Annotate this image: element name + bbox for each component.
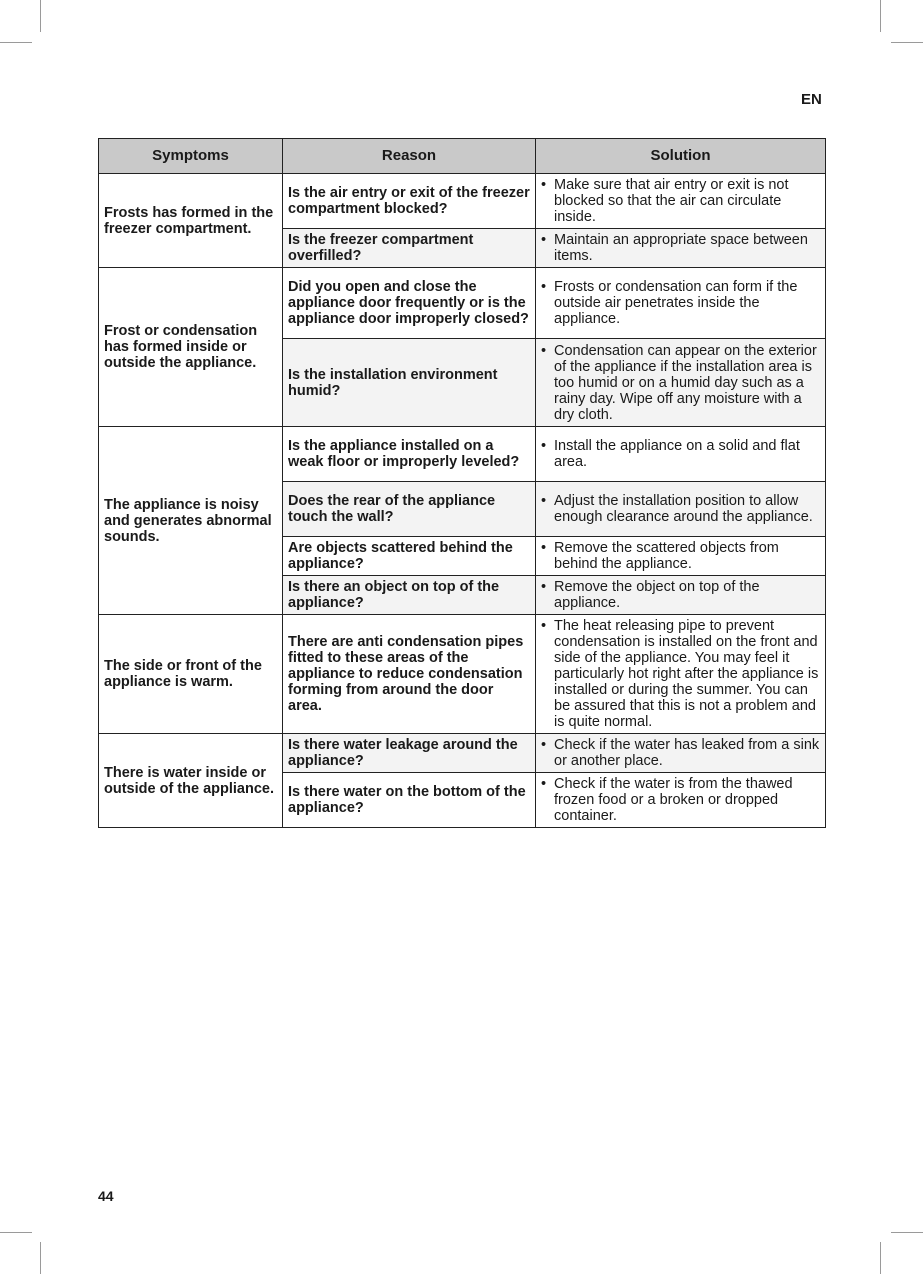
- solution-text: Remove the object on top of the appliance.: [554, 579, 760, 611]
- solution-cell: [536, 427, 826, 482]
- solution-text: The heat releasing pipe to prevent condensation is installed on the front and side of the appliance. You may feel it particularly hot right after the appliance is installed or during the summer. You can be assured that this is not a problem and is quite normal.: [554, 618, 819, 730]
- reason-cell: Is the freezer compartment overfilled?: [283, 229, 536, 268]
- reason-cell: There are anti condensation pipes fitted to these areas of the appliance to reduce condensation forming from around the door area.: [283, 615, 536, 734]
- table-row: [99, 615, 826, 734]
- reason-cell: Does the rear of the appliance touch the wall?: [283, 482, 536, 537]
- solution-text: Condensation can appear on the exterior of the appliance if the installation area is too humid or on a humid day such as a rainy day. Wipe off any moisture with a dry cloth.: [554, 342, 817, 423]
- bullet-icon: •: [541, 438, 547, 454]
- crop-mark: [40, 0, 41, 32]
- reason-cell: Is there an object on top of the appliance?: [283, 576, 536, 615]
- bullet-icon: •: [541, 579, 547, 595]
- solution-cell: [536, 615, 826, 734]
- troubleshooting-table: [98, 138, 826, 828]
- bullet-icon: •: [541, 342, 547, 359]
- solution-text: Maintain an appropriate space between items.: [554, 232, 808, 264]
- solution-cell: [536, 734, 826, 773]
- language-label: EN: [801, 91, 822, 108]
- reason-cell: Are objects scattered behind the appliance?: [283, 537, 536, 576]
- symptom-cell: Frosts has formed in the freezer compartment.: [99, 174, 283, 268]
- solution-cell: [536, 174, 826, 229]
- bullet-icon: •: [541, 493, 547, 509]
- column-header-solution: Solution: [536, 139, 826, 174]
- table-row: [99, 427, 826, 482]
- solution-cell: [536, 339, 826, 427]
- column-header-reason: Reason: [283, 139, 536, 174]
- reason-cell: Is the installation environment humid?: [283, 339, 536, 427]
- symptom-cell: There is water inside or outside of the appliance.: [99, 734, 283, 828]
- solution-text: Remove the scattered objects from behind the appliance.: [554, 540, 779, 572]
- table-header-row: [99, 139, 826, 174]
- crop-mark: [891, 42, 923, 43]
- column-header-symptoms: Symptoms: [99, 139, 283, 174]
- solution-text: Install the appliance on a solid and flat area.: [554, 438, 800, 470]
- crop-mark: [0, 1232, 32, 1233]
- crop-mark: [880, 1242, 881, 1274]
- crop-mark: [880, 0, 881, 32]
- bullet-icon: •: [541, 618, 547, 634]
- table-row: [99, 734, 826, 773]
- bullet-icon: •: [541, 279, 547, 295]
- reason-cell: Did you open and close the appliance door frequently or is the appliance door improperly closed?: [283, 268, 536, 339]
- solution-text: Check if the water is from the thawed frozen food or a broken or dropped container.: [554, 776, 793, 824]
- page-number: 44: [98, 1188, 114, 1204]
- reason-cell: Is the appliance installed on a weak floor or improperly leveled?: [283, 427, 536, 482]
- solution-cell: [536, 537, 826, 576]
- solution-cell: [536, 268, 826, 339]
- bullet-icon: •: [541, 232, 547, 248]
- bullet-icon: •: [541, 540, 547, 556]
- crop-mark: [0, 42, 32, 43]
- solution-cell: [536, 576, 826, 615]
- bullet-icon: •: [541, 776, 547, 792]
- solution-text: Adjust the installation position to allow enough clearance around the appliance.: [554, 493, 813, 525]
- crop-mark: [891, 1232, 923, 1233]
- solution-cell: [536, 229, 826, 268]
- reason-cell: Is there water on the bottom of the appliance?: [283, 773, 536, 828]
- reason-cell: Is the air entry or exit of the freezer compartment blocked?: [283, 174, 536, 229]
- solution-cell: [536, 773, 826, 828]
- symptom-cell: Frost or condensation has formed inside or outside the appliance.: [99, 268, 283, 427]
- solution-text: Check if the water has leaked from a sink or another place.: [554, 737, 820, 769]
- solution-text: Make sure that air entry or exit is not blocked so that the air can circulate inside.: [554, 177, 789, 225]
- symptom-cell: The side or front of the appliance is warm.: [99, 615, 283, 734]
- bullet-icon: •: [541, 177, 547, 193]
- symptom-cell: The appliance is noisy and generates abnormal sounds.: [99, 427, 283, 615]
- solution-cell: [536, 482, 826, 537]
- reason-cell: Is there water leakage around the appliance?: [283, 734, 536, 773]
- bullet-icon: •: [541, 737, 547, 753]
- crop-mark: [40, 1242, 41, 1274]
- table-row: [99, 174, 826, 229]
- table-row: [99, 268, 826, 339]
- solution-text: Frosts or condensation can form if the outside air penetrates inside the appliance.: [554, 279, 798, 327]
